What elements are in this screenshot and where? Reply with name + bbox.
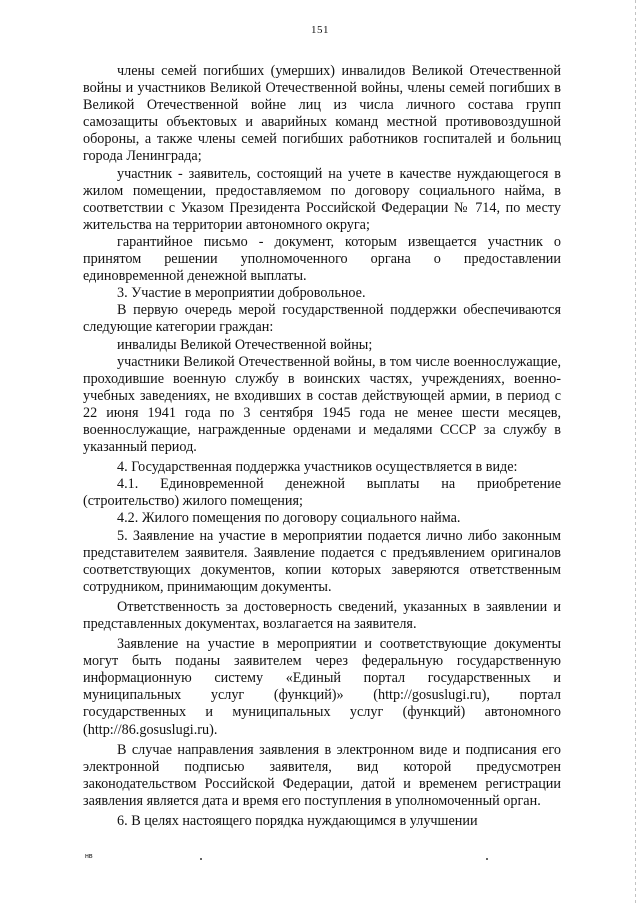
scan-edge	[635, 0, 636, 905]
paragraph-voluntary: 3. Участие в мероприятии добровольное.	[117, 285, 366, 302]
paragraph-4-1: 4.1. Единовременной денежной выплаты на приобретение (строительство) жилого помещения;	[83, 476, 561, 510]
paragraph-family-members: члены семей погибших (умерших) инвалидов Великой Отечественной войны и участников Великой Отечественной войны, члены семей погибших в Великой Отечественной войне лиц из числа личного состава групп самозащиты объектовых и аварийных команд местной противовоздушной обороны, а также члены семей погибших работников госпиталей и больниц города Ленинграда;	[83, 63, 561, 165]
paragraph-war-participants: участники Великой Отечественной войны, в том числе военнослужащие, проходившие военную службу в воинских частях, учреждениях, военно-учебных заведениях, не входивших в состав действующей армии, в период с 22 июня 1941 года по 3 сентября 1945 года не менее шести месяцев, военнослужащие, награжденные орденами и медалями СССР за службу в указанный период.	[83, 353, 561, 456]
paragraph-priority: В первую очередь мерой государственной поддержки обеспечиваются следующие категории граждан:	[83, 302, 561, 336]
page-number: 151	[311, 24, 329, 36]
paragraph-support-forms: 4. Государственная поддержка участников осуществляется в виде:	[117, 459, 518, 476]
paragraph-application: 5. Заявление на участие в мероприятии подается лично либо законным представителем заявителя. Заявление подается с предъявлением оригиналов соответствующих документов, копии которых заверяются ответственным сотрудником, принимающим документы.	[83, 527, 561, 595]
paragraph-participant-definition: участник - заявитель, состоящий на учете в качестве нуждающегося в жилом помещении, предоставляемом по договору социального найма, в соответствии с Указом Президента Российской Федерации № 714, по месту жительства на территории автономного округа;	[83, 165, 561, 233]
paragraph-online-submission: Заявление на участие в мероприятии и соответствующие документы могут быть поданы заявителем через федеральную государственную информационную систему «Единый портал государственных и муниципальных услуг (функций)» (http://gosuslugi.ru), портал государственных и муниципальных услуг (функций) автономного (http://86.gosuslugi.ru).	[83, 636, 561, 738]
paragraph-section-6: 6. В целях настоящего порядка нуждающимся в улучшении	[117, 813, 478, 830]
paragraph-responsibility: Ответственность за достоверность сведений, указанных в заявлении и представленных документах, возлагается на заявителя.	[83, 598, 561, 632]
footer-code: нв	[85, 853, 93, 860]
paragraph-electronic-signature: В случае направления заявления в электронном виде и подписания его электронной подписью заявителя, вид которой предусмотрен законодательством Российской Федерации, датой и временем регистрации заявления является дата и время его поступления в уполномоченный орган.	[83, 741, 561, 809]
scan-speck	[200, 858, 202, 860]
scan-speck	[486, 858, 488, 860]
paragraph-guarantee-letter: гарантийное письмо - документ, которым извещается участник о принятом решении уполномоченного органа о предоставлении единовременной денежной выплаты.	[83, 233, 561, 285]
document-body	[83, 63, 561, 830]
paragraph-invalids: инвалиды Великой Отечественной войны;	[117, 336, 373, 353]
paragraph-4-2: 4.2. Жилого помещения по договору социального найма.	[117, 510, 461, 527]
